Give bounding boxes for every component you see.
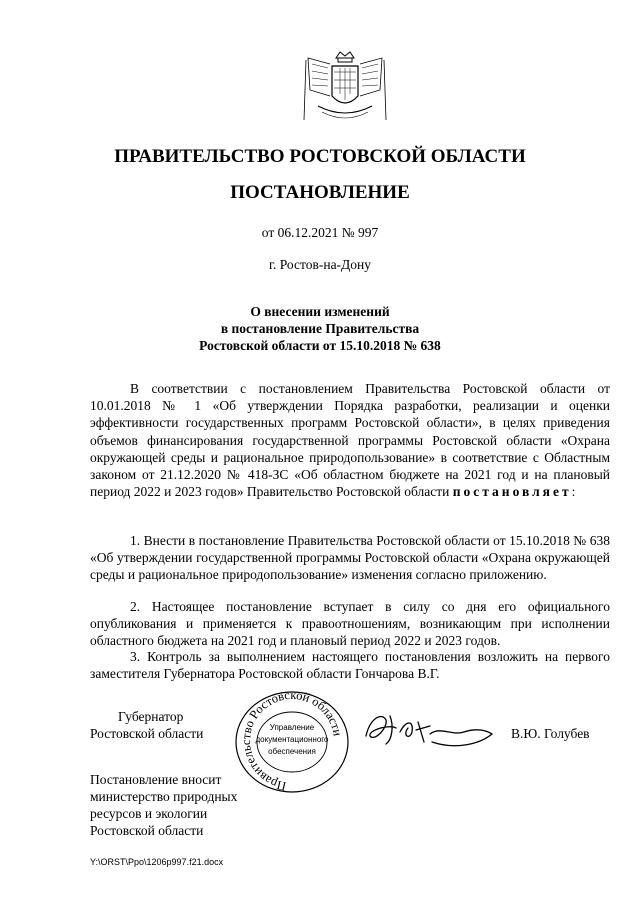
item-3-paragraph: 3. Контроль за выполнением настоящего постановления возложить на первого заместителя Губернатора Ростовской области Гончарова В.Г.: [90, 649, 610, 682]
introduced-by-line: министерство природных: [90, 789, 238, 804]
document-city: г. Ростов-на-Дону: [268, 257, 371, 272]
introduced-by-line: Ростовской области: [90, 823, 204, 838]
stamp-center-line: Управление: [269, 723, 315, 732]
subject-line: О внесении изменений: [250, 304, 390, 319]
signatory-name: В.Ю. Голубев: [511, 726, 590, 741]
document-type-title: ПОСТАНОВЛЕНИЕ: [230, 182, 410, 203]
organization-title: ПРАВИТЕЛЬСТВО РОСТОВСКОЙ ОБЛАСТИ: [114, 146, 526, 167]
item-1-paragraph: 1. Внести в постановление Правительства Ростовской области от 15.10.2018 № 638 «Об утверждении государственной программы Ростовской области «Охрана окружающей среды и рациональное природопользование» изменения согласно приложению.: [90, 533, 610, 583]
file-path-footer: Y:\ORST\Ppo\1206p997.f21.docx: [90, 857, 224, 867]
introduced-by-block: [90, 771, 265, 839]
coat-of-arms-emblem: [300, 50, 390, 130]
stamp-center-line: обеспечения: [268, 747, 316, 756]
signatory-title: Губернатор: [118, 709, 184, 724]
introduced-by-line: ресурсов и экологии: [90, 806, 208, 821]
preamble-end: :: [571, 484, 576, 500]
preamble-text: В соответствии с постановлением Правительства Ростовской области от 10.01.2018 № 1 «Об утверждении Порядка разработки, реализации и оценки эффективности государственных программ Ростовской области», в целях приведения объемов финансирования государственной программы Ростовской области «Охрана окружающей среды и рациональное природопользование» в соответствие с Областным законом от 21.12.2020 № 418-ЗС «Об областном бюджете на 2021 год и на плановый период 2022 и 2023 годов» Правительство Ростовской области: [90, 381, 610, 500]
signatory-region: Ростовской области: [90, 726, 204, 741]
preamble-emphasis: постановляет: [452, 484, 572, 500]
subject-line: в постановление Правительства: [220, 321, 420, 336]
handwritten-signature: [360, 706, 500, 756]
preamble-paragraph: [90, 380, 610, 500]
subject-line: Ростовской области от 15.10.2018 № 638: [199, 338, 441, 353]
introduced-by-line: Постановление вносит: [90, 772, 222, 787]
stamp-ring-text: Правительство Ростовской области: [238, 687, 345, 794]
document-date-number: от 06.12.2021 № 997: [261, 225, 379, 240]
stamp-center-line: документационного: [255, 735, 329, 744]
document-subject: [0, 303, 640, 354]
item-2-paragraph: 2. Настоящее постановление вступает в силу со дня его официального опубликования и применяется к правоотношениям, возникающим при исполнении областного бюджета на 2021 год и плановый период 2022 и 2023 годов.: [90, 599, 610, 649]
